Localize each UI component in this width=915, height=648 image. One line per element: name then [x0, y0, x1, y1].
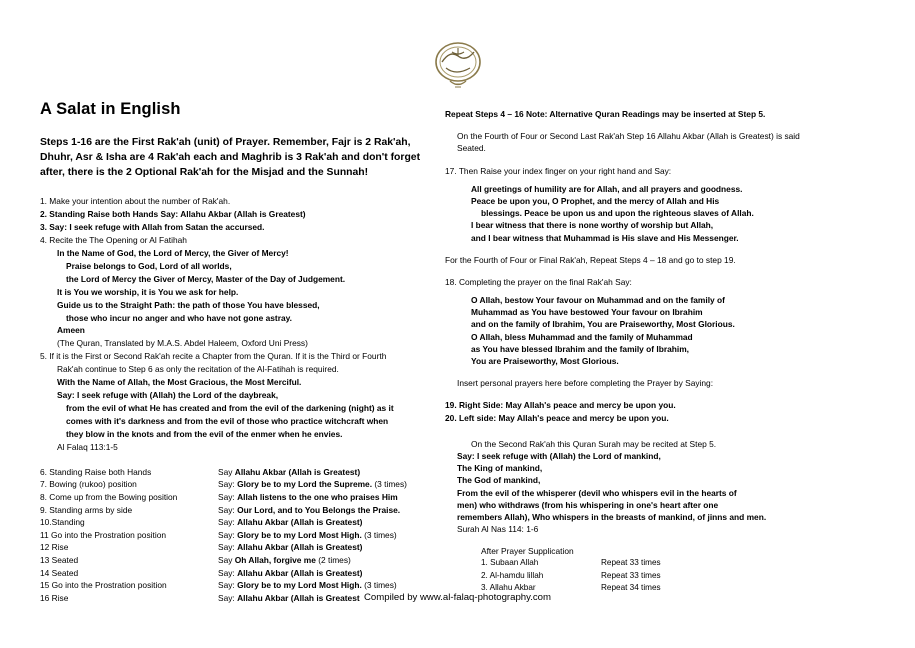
prayer-text-line: On the Second Rak'ah this Quran Surah may be recited at Step 5. — [471, 438, 717, 449]
saying-phrase: Allah listens to the one who praises Him — [237, 491, 398, 502]
prayer-text-line: Insert personal prayers here before completing the Prayer by Saying: — [457, 378, 714, 389]
prayer-text-line: O Allah, bless Muhammad and the family of Muhammad — [471, 331, 693, 342]
prayer-step-line: Say: I seek refuge with (Allah) the Lord of the daybreak, — [57, 390, 279, 401]
saying-phrase: Allahu Akbar (Allah is Greatest — [237, 592, 360, 603]
prayer-step-line: Al Falaq 113:1-5 — [57, 441, 118, 452]
saying-prefix: Say: — [218, 567, 238, 578]
prayer-step-row — [40, 478, 440, 491]
prayer-step-position: 15 Go into the Prostration position — [40, 580, 167, 591]
prayer-step-line: Ameen — [57, 325, 85, 336]
prayer-text-line: Say: I seek refuge with (Allah) the Lord of mankind, — [457, 450, 661, 461]
prayer-step-position: 6. Standing Raise both Hands — [40, 466, 152, 477]
prayer-step-row — [40, 516, 440, 529]
spacer — [445, 155, 890, 165]
saying-phrase: Glory be to my Lord the Supreme. — [237, 479, 373, 490]
prayer-step-line: 4. Recite the The Opening or Al Fatihah — [40, 235, 187, 245]
saying-phrase: Allahu Akbar (Allah is Greatest) — [237, 517, 363, 528]
prayer-step-saying — [218, 478, 440, 491]
saying-prefix: Say: — [218, 479, 238, 490]
prayer-text-line: Surah Al Nas 114: 1-6 — [457, 524, 539, 535]
prayer-step-row — [40, 579, 440, 592]
prayer-step-saying — [218, 579, 440, 592]
saying-phrase: Glory be to my Lord Most High. — [237, 580, 362, 591]
supplication-row — [445, 557, 890, 569]
prayer-text-line: From the evil of the whisperer (devil who whispers evil in the hearts of — [457, 487, 737, 498]
prayer-text-line: 19. Right Side: May Allah's peace and mercy be upon you. — [445, 400, 676, 411]
prayer-step-line: Rak'ah continue to Step 6 as only the recitation of the Al-Fatihah is required. — [57, 364, 339, 375]
prayer-text-line: 20. Left side: May Allah's peace and mercy be upon you. — [445, 412, 669, 423]
prayer-step-line: (The Quran, Translated by M.A.S. Abdel Haleem, Oxford Uni Press) — [57, 338, 308, 349]
prayer-step-saying — [218, 504, 440, 517]
spacer — [445, 266, 890, 276]
supplication-name: 3. Allahu Akbar — [481, 583, 536, 593]
saying-phrase: Allahu Akbar (Allah is Greatest) — [234, 466, 361, 477]
prayer-step-line: With the Name of Allah, the Most Gracious, the Most Merciful. — [57, 377, 302, 388]
saying-prefix: Say: — [218, 592, 238, 603]
prayer-step-line: the Lord of Mercy the Giver of Mercy, Master of the Day of Judgement. — [66, 273, 346, 284]
prayer-text-line: and on the family of Ibrahim, You are Praiseworthy, Most Glorious. — [471, 319, 735, 330]
prayer-step-saying — [218, 541, 440, 554]
prayer-step-line: It is You we worship, it is You we ask for help. — [57, 286, 239, 297]
prayer-text-line: Muhammad as You have bestowed Your favour on Ibrahim — [471, 307, 703, 318]
prayer-step-position: 9. Standing arms by side — [40, 504, 133, 515]
prayer-step-position: 12 Rise — [40, 542, 69, 553]
prayer-text-line: Peace be upon you, O Prophet, and the mercy of Allah and His — [471, 195, 720, 206]
prayer-step-line: from the evil of what He has created and from the evil of the darkening (night) as it — [66, 402, 394, 413]
prayer-steps-list — [40, 196, 440, 453]
saying-prefix: Say: — [218, 580, 238, 591]
prayer-step-line: they blow in the knots and from the evil of the enmer when he envies. — [66, 428, 343, 439]
saying-prefix: Say: — [218, 504, 238, 515]
prayer-text-line: For the Fourth of Four or Final Rak'ah, Repeat Steps 4 – 18 and go to step 19. — [445, 254, 736, 265]
supplication-count: Repeat 33 times — [601, 570, 661, 580]
prayer-text-line: O Allah, bestow Your favour on Muhammad and on the family of — [471, 295, 725, 306]
prayer-text-line: 17. Then Raise your index finger on your right hand and Say: — [445, 165, 672, 176]
saying-phrase: Allahu Akbar (Allah is Greatest) — [237, 542, 363, 553]
prayer-step-row — [40, 504, 440, 517]
prayer-text-line: men) who withdraws (from his whispering in one's heart after one — [457, 499, 719, 510]
saying-repeat-note: (3 times) — [372, 479, 407, 490]
prayer-text-line: On the Fourth of Four or Second Last Rak'ah Step 16 Allahu Akbar (Allah is Greatest) is said — [457, 131, 800, 142]
supplication-table — [445, 557, 890, 594]
prayer-step-line: 1. Make your intention about the number of Rak'ah. — [40, 196, 231, 207]
supplication-count: Repeat 33 times — [601, 558, 661, 568]
saying-repeat-note: (3 times) — [361, 580, 397, 591]
prayer-step-saying — [218, 554, 440, 567]
prayer-step-position: 16 Rise — [40, 592, 69, 603]
islamic-calligraphy-ornament — [0, 36, 915, 97]
saying-prefix: Say: — [218, 517, 238, 528]
saying-prefix: Say: — [218, 529, 238, 540]
spacer — [445, 535, 890, 545]
saying-prefix: Say: — [218, 491, 238, 502]
prayer-text-line: The King of mankind, — [457, 463, 543, 474]
intro-paragraph: Steps 1-16 are the First Rak'ah (unit) of Prayer. Remember, Fajr is 2 Rak'ah, Dhuhr, Asr & Isha are 4 Rak'ah each and Maghrib is 3 Rak'ah and don't forget after, there is the 2 Optional Rak'ah for the Misjad and the Sunnah! — [40, 137, 421, 179]
prayer-step-row — [40, 529, 440, 542]
prayer-step-line: 3. Say: I seek refuge with Allah from Satan the accursed. — [40, 222, 265, 233]
prayer-step-line: 2. Standing Raise both Hands Say: Allahu Akbar (Allah is Greatest) — [40, 209, 306, 220]
prayer-text-line: All greetings of humility are for Allah, and all prayers and goodness. — [471, 183, 743, 194]
left-column — [40, 100, 440, 604]
prayer-step-row — [40, 466, 440, 479]
supplication-count: Repeat 34 times — [601, 583, 661, 593]
saying-phrase: Glory be to my Lord Most High. — [237, 529, 362, 540]
prayer-step-row — [40, 567, 440, 580]
prayer-step-saying — [218, 529, 440, 542]
right-column — [445, 108, 890, 594]
supplication-name: 1. Subaan Allah — [481, 558, 539, 568]
prayer-step-position: 10.Standing — [40, 517, 85, 528]
footer-credit: Compiled by www.al-falaq-photography.com — [364, 592, 551, 603]
prayer-text-line: After Prayer Supplication — [481, 546, 574, 557]
prayer-text-line: blessings. Peace be upon us and upon the righteous slaves of Allah. — [481, 208, 754, 219]
supplication-name: 2. Al-hamdu lillah — [481, 570, 544, 580]
prayer-step-position: 13 Seated — [40, 554, 79, 565]
prayer-step-line: 5. If it is the First or Second Rak'ah recite a Chapter from the Quran. If it is the Third or Fourth — [40, 351, 387, 362]
prayer-step-position: 14 Seated — [40, 567, 79, 578]
saying-prefix: Say: — [218, 542, 238, 553]
saying-prefix: Say — [218, 466, 235, 477]
prayer-text-line: The God of mankind, — [457, 475, 541, 486]
spacer — [445, 120, 890, 130]
prayer-step-row — [40, 491, 440, 504]
prayer-text-line: remembers Allah), Who whispers in the breasts of mankind, of jinns and men. — [457, 511, 767, 522]
prayer-step-row — [40, 541, 440, 554]
prayer-continuation-list — [445, 108, 890, 557]
prayer-step-line: In the Name of God, the Lord of Mercy, the Giver of Mercy! — [57, 247, 289, 258]
prayer-step-position: 8. Come up from the Bowing position — [40, 491, 178, 502]
spacer — [445, 367, 890, 377]
saying-phrase: Allahu Akbar (Allah is Greatest) — [237, 567, 363, 578]
saying-prefix: Say — [218, 554, 235, 565]
prayer-steps-table — [40, 466, 440, 605]
prayer-step-line: Guide us to the Straight Path: the path of those You have blessed, — [57, 299, 320, 310]
saying-phrase: Oh Allah, forgive me — [234, 554, 316, 565]
prayer-step-row — [40, 554, 440, 567]
prayer-step-saying — [218, 466, 440, 479]
prayer-step-line: Praise belongs to God, Lord of all worlds, — [66, 260, 232, 271]
prayer-text-line: and I bear witness that Muhammad is His slave and His Messenger. — [471, 232, 739, 243]
supplication-row — [445, 570, 890, 582]
prayer-step-position: 7. Bowing (rukoo) position — [40, 479, 137, 490]
saying-repeat-note: (3 times) — [361, 529, 397, 540]
prayer-text-line: Seated. — [457, 143, 486, 154]
prayer-text-line: Repeat Steps 4 – 16 Note: Alternative Quran Readings may be inserted at Step 5. — [445, 109, 766, 119]
prayer-step-position: 11 Go into the Prostration position — [40, 529, 167, 540]
prayer-text-line: I bear witness that there is none worthy of worship but Allah, — [471, 220, 714, 231]
prayer-text-line: 18. Completing the prayer on the final Rak'ah Say: — [445, 276, 632, 287]
prayer-step-line: comes with it's darkness and from the evil of those who practice witchcraft when — [66, 415, 389, 426]
spacer — [445, 424, 890, 438]
prayer-step-saying — [218, 567, 440, 580]
page-title: A Salat in English — [40, 100, 181, 118]
spacer — [445, 389, 890, 399]
prayer-text-line: You are Praiseworthy, Most Glorious. — [471, 356, 619, 366]
prayer-step-saying — [218, 516, 440, 529]
saying-repeat-note: (2 times) — [315, 554, 351, 565]
prayer-text-line: as You have blessed Ibrahim and the family of Ibrahim, — [471, 343, 689, 354]
prayer-step-saying — [218, 491, 440, 504]
spacer — [445, 244, 890, 254]
saying-phrase: Our Lord, and to You Belongs the Praise. — [237, 504, 401, 515]
prayer-step-line: those who incur no anger and who have not gone astray. — [66, 312, 292, 323]
